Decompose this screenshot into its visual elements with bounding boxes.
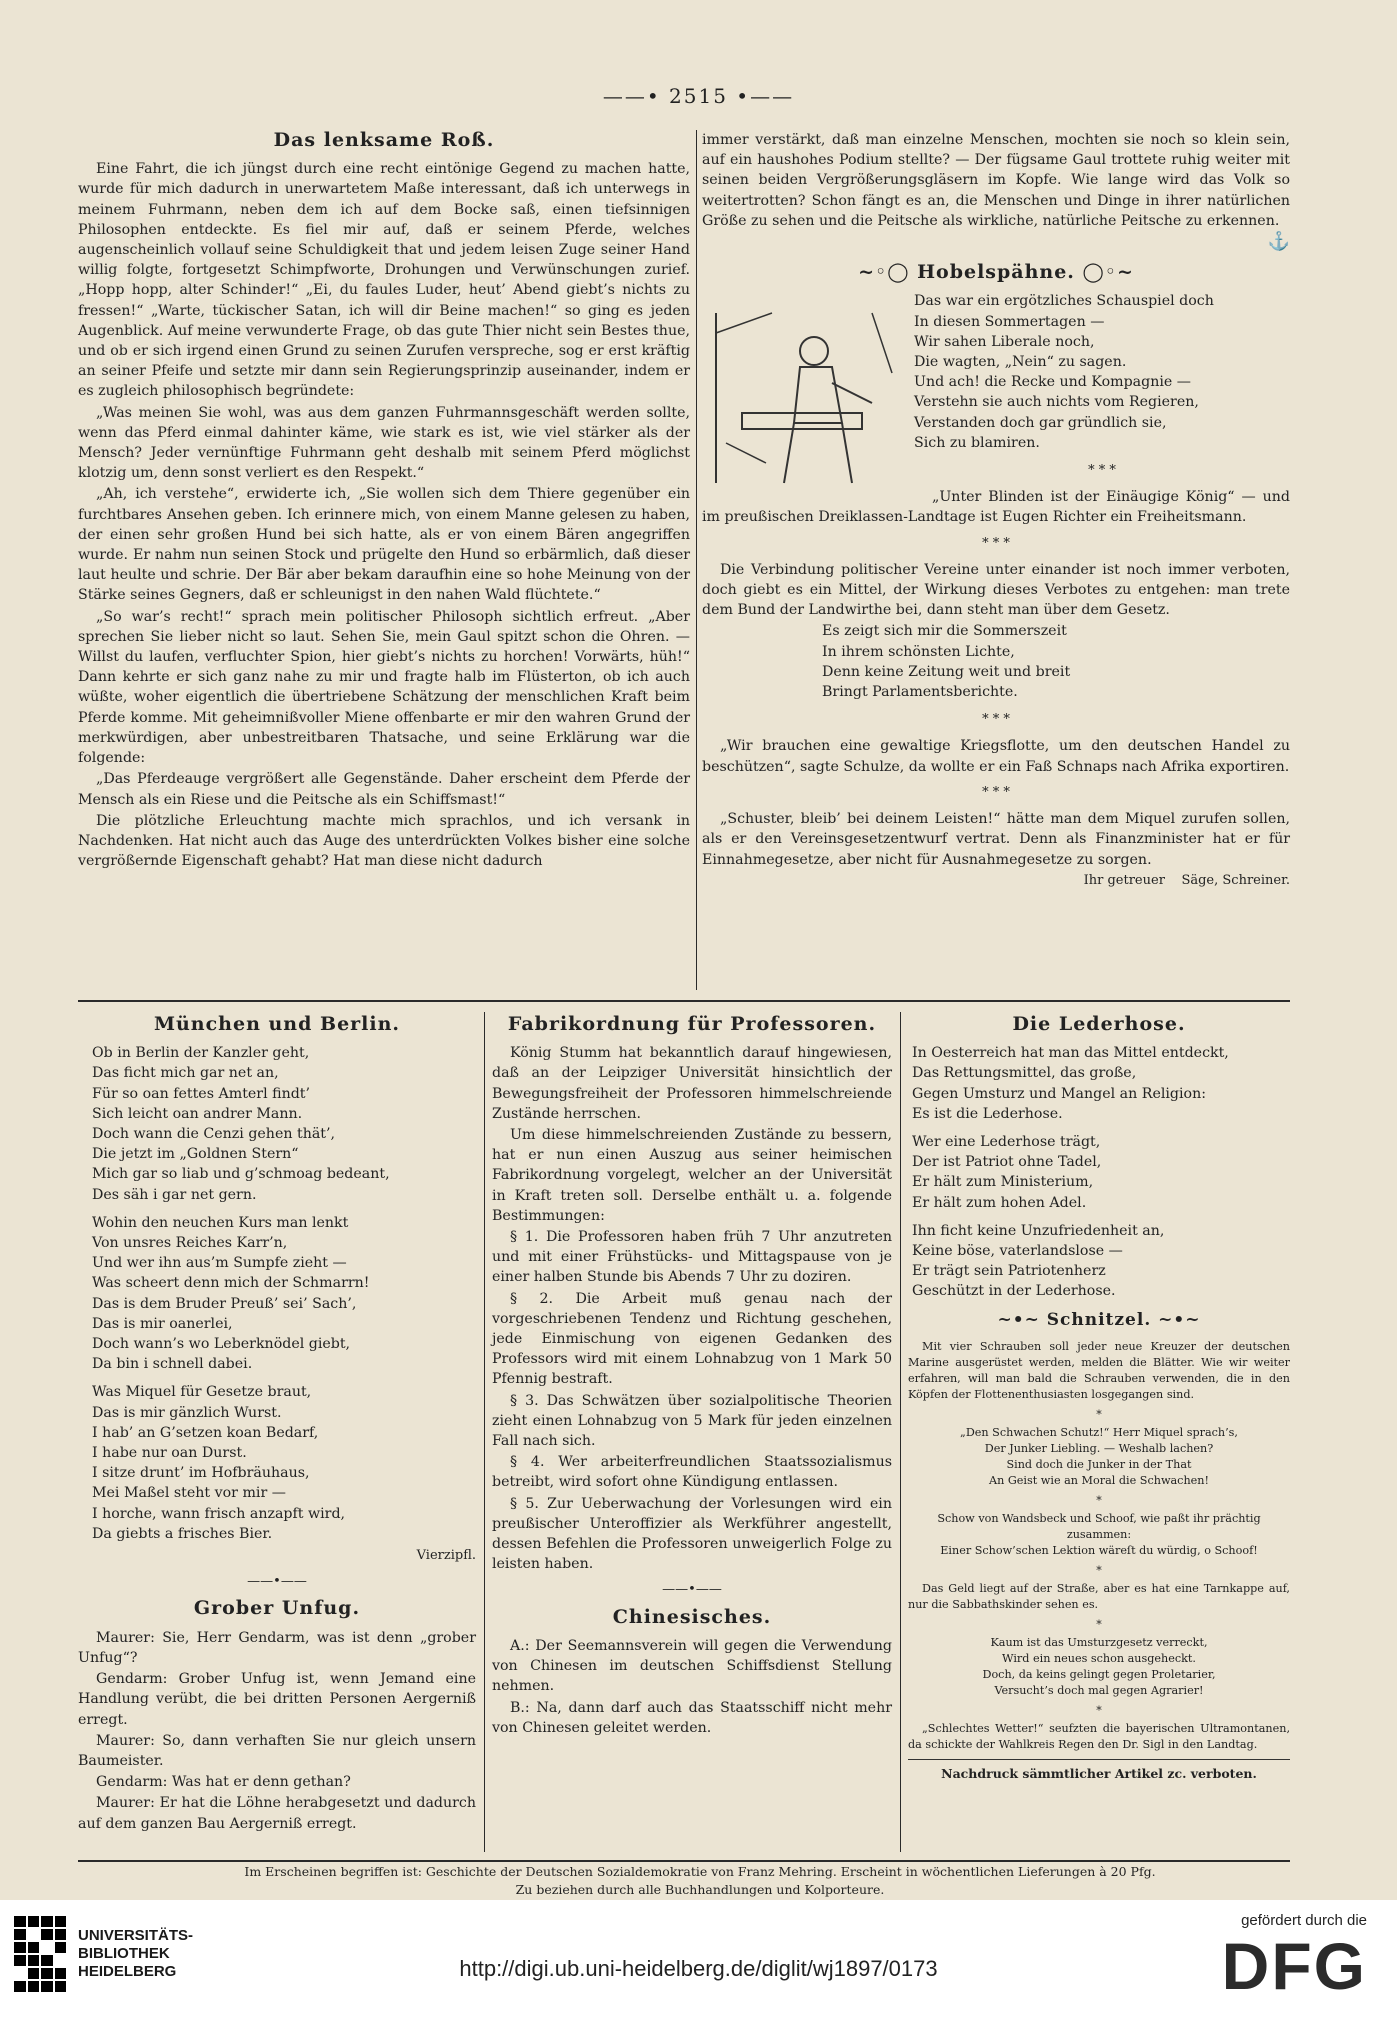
paragraph: „Schuster, bleib’ bei deinem Leisten!“ hätte man dem Miquel zurufen sollen, als er den Vereinsgesetzentwurf vertrat. Denn als Finanzminister hat er für Einnahmegesetze, aber nicht für Ausnahmegesetze zu sorgen. <box>702 811 1290 868</box>
page-number: ——• 2515 •—— <box>602 84 795 108</box>
poem-stanza: Wohin den neuchen Kurs man lenkt Von unsres Reiches Karr’n, Und wer ihn aus’m Sumpfe zieht — Was scheert denn mich der Schmarrn! Das is dem Bruder Preuß’ sei’ Sach’, Das is mir oanerlei, Doch wann’s wo Leberknödel giebt, Da bin i schnell dabei. <box>92 1214 370 1373</box>
signature: Vierzipfl. <box>416 1548 476 1564</box>
column-divider <box>484 1012 485 1852</box>
paragraph: „So war’s recht!“ sprach mein politischer Philosoph sichtlich erfreut. „Aber sprechen Sie lieber nicht so laut. Sehen Sie, mein Gaul spitzt schon die Ohren. — Willst du laufen, verfluchter Spion, hier giebt’s nichts zu horchen! Vorwärts, hüh!“ Dann kehrte er sich ganz nahe zu mir und fragte halb im Flüsterton, ob ich auch wüßte, woher eigentlich die übertriebene Schätzung der menschlichen Kraft beim Pferde komme. Mit geheimnißvoller Miene offenbarte er mir den wahren Grund der merkwürdigen, aber unbestreitbaren Thatsache, und seine Erklärung war die folgende: <box>78 608 690 767</box>
article-title: Fabrikordnung für Professoren. <box>507 1013 877 1035</box>
dialog-line: A.: Der Seemannsverein will gegen die Verwendung von Chinesen im deutschen Schiffsdienst Stellung nehmen. <box>492 1637 892 1695</box>
article-title: Das lenksame Roß. <box>273 129 495 151</box>
article-title: Die Lederhose. <box>1012 1013 1186 1035</box>
poem-stanza: Was Miquel für Gesetze braut, Das is mir gänzlich Wurst. I hab’ an G’setzen koan Bedarf, I habe nur oan Durst. I sitze drunt’ im Hofbräuhaus, Mei Maßel steht vor mir — I horche, wann frisch anzapft wird, Da giebts a frisches Bier. <box>92 1384 346 1542</box>
paragraph: Eine Fahrt, die ich jüngst durch eine recht eintönige Gegend zu machen hatte, wurde für mich dadurch in unerwartetem Maße interessant, daß ich unterwegs in meinem Fuhrmann, neben dem ich auf dem Bocke saß, einen tiefsinnigen Philosophen entdeckte. Es fiel mir auf, daß er seinem Pferde, welches augenscheinlich vollauf seine Schuldigkeit that und jedem leisen Zuge seiner Hand willig folgte, fortgesetzt Schimpfworte, Drohungen und Verwünschungen zurief. „Hopp hopp, alter Schinder!“ „Ei, du faules Luder, heut’ Abend giebt’s nichts zu fressen!“ „Warte, tückischer Satan, ich will dir Beine machen!“ so ging es jeden Augenblick. Auf meine verwunderte Frage, ob das gute Thier nicht sein Bestes thue, und ob er sich irgend einen Grund zu seinen Zurufen verspreche, sog er erst kräftig an seiner Pfeife und setzte mir dann sein Regierungsprinzip auseinander, indem er es zugleich philosophisch begründete: <box>78 161 690 400</box>
library-name-line: UNIVERSITÄTS- <box>78 1927 194 1944</box>
paragraph: „Unter Blinden ist der Einäugige König“ — und im preußischen Dreiklassen-Landtage ist Eugen Richter ein Freiheitsmann. <box>702 489 1290 526</box>
paragraph: Um diese himmelschreienden Zustände zu bessern, hat er nun einen Auszug aus seiner heimischen Fabrikordnung vorgelegt, welcher an der Universität in Kraft treten soll. Derselbe enthält u. a. folgende Bestimmungen: <box>492 1127 892 1224</box>
publisher-notice-line: Zu beziehen durch alle Buchhandlungen und Kolporteure. <box>515 1882 885 1897</box>
poem: Das war ein ergötzliches Schauspiel doch In diesen Sommertagen — Wir sahen Liberale noch, Die wagten, „Nein“ zu sagen. Und ach! die Recke und Kompagnie — Verstehn sie auch nichts vom Regieren, Verstanden doch gar gründlich sie, Sich zu blamiren. <box>914 293 1214 451</box>
separator-stars: * * * <box>982 784 1010 800</box>
paragraph: § 2. Die Arbeit muß genau nach der vorgeschriebenen Tendenz und Richtung geschehen, jede Einmischung von eigenen Gedanken des Professors wird mit einem Lohnabzug von 1 Mark 50 Pfennig bestraft. <box>492 1290 892 1388</box>
poem-stanza: In Oesterreich hat man das Mittel entdeckt, Das Rettungsmittel, das große, Gegen Umsturz und Mangel an Religion: Es ist die Lederhose. <box>912 1045 1229 1122</box>
paragraph: König Stumm hat bekanntlich darauf hingewiesen, daß an der Leipziger Universität hinsichtlich der Bewegungsfreiheit der Professoren himmelschreiende Zustände herrschen. <box>492 1045 892 1122</box>
schnitzel-verse: „Den Schwachen Schutz!“ Herr Miquel sprach’s, Der Junker Liebling. — Weshalb lachen? Sind doch die Junker in der That An Geist wie an Moral die Schwachen! <box>960 1425 1238 1487</box>
permalink-url[interactable]: http://digi.ub.uni-heidelberg.de/diglit/wj1897/0173 <box>459 1956 938 1981</box>
dfg-logo[interactable] <box>1222 1912 1367 2003</box>
column-divider <box>696 130 697 990</box>
schnitzel-verse: Kaum ist das Umsturzgesetz verreckt, Wird ein neues schon ausgeheckt. Doch, da keins gelingt gegen Proletarier, Versucht’s doch mal gegen Agrarier! <box>982 1635 1216 1697</box>
schnitzel-item: Mit vier Schrauben soll jeder neue Kreuzer der deutschen Marine ausgerüstet werden, melden die Blätter. Wie wir weiter erfahren, will man bald die Schrauben verwenden, die in den Köpfen der Flottenenthusiasten losgegangen sind. <box>908 1339 1290 1401</box>
publisher-notice <box>80 1862 1320 1881</box>
funding-label: gefördert durch die <box>1241 1912 1367 1929</box>
dialog-line: Maurer: Sie, Herr Gendarm, was ist denn „grober Unfug“? <box>78 1629 476 1666</box>
poem: Es zeigt sich mir die Sommerszeit In ihrem schönsten Lichte, Denn keine Zeitung weit und breit Bringt Parlamentsberichte. <box>822 623 1071 701</box>
schnitzel-item: Das Geld liegt auf der Straße, aber es hat eine Tarnkappe auf, nur die Sabbathskinder sehen es. <box>908 1581 1290 1611</box>
dialog-line: Gendarm: Was hat er denn gethan? <box>96 1774 351 1791</box>
anchor-icon: ⚓ <box>1267 231 1290 253</box>
separator-star: * <box>1096 1617 1102 1631</box>
article-title: Grober Unfug. <box>193 1597 361 1620</box>
column-divider <box>900 1012 901 1852</box>
separator-star: * <box>1096 1703 1102 1717</box>
schnitzel-verse: Schow von Wandsbeck und Schoof, wie paßt ihr prächtig zusammen: Einer Schow’schen Lektion wäreſt du würdig, o Schoof! <box>937 1511 1261 1557</box>
paragraph: Die plötzliche Erleuchtung machte mich sprachlos, und ich versank in Nachdenken. Hat nicht auch das Auge des unterdrückten Volkes bisher eine solche vergrößernde Eigenschaft gehabt? Hat man diese nicht dadurch <box>78 812 690 870</box>
horizontal-rule <box>78 1000 1290 1002</box>
signature: Ihr getreuer Säge, Schreiner. <box>1083 872 1290 888</box>
article-title: Chinesisches. <box>612 1605 772 1628</box>
paragraph: § 1. Die Professoren haben früh 7 Uhr anzutreten und mit einer Frühstücks- und Mittagspause von je einer halben Stunde bis Abends 7 Uhr zu doziren. <box>492 1229 892 1286</box>
separator-stars: * * * <box>982 535 1010 551</box>
dialog-line: Maurer: Er hat die Löhne herabgesetzt und dadurch auf dem ganzen Bau Aergerniß erregt. <box>78 1795 476 1832</box>
paragraph: Die Verbindung politischer Vereine unter einander ist noch immer verboten, doch giebt es ein Mittel, der Wirkung dieses Verbotes zu entgehen: man trete dem Bund der Landwirthe bei, dann steht man über dem Gesetz. <box>702 561 1290 619</box>
dfg-wordmark: DFG <box>1221 1929 1367 2003</box>
article-lederhose <box>908 1014 1290 1784</box>
article-title: ~◦◯ Hobelspähne. ◯◦~ <box>858 261 1134 284</box>
separator-stars: * * * <box>1088 463 1116 479</box>
article-muenchen-berlin <box>78 1014 476 1835</box>
reprint-notice: Nachdruck sämmtlicher Artikel zc. verboten. <box>908 1759 1290 1784</box>
dialog-line: Gendarm: Grober Unfug ist, wenn Jemand eine Handlung verübt, die bei dritten Personen Aergerniß erregt. <box>78 1671 476 1728</box>
separator-stars: * * * <box>982 712 1010 728</box>
paragraph: „Das Pferdeauge vergrößert alle Gegenstände. Daher erscheint dem Pferde der Mensch als ein Riese und die Peitsche als ein Schiffsmast!“ <box>78 771 690 808</box>
poem-stanza: Ob in Berlin der Kanzler geht, Das ficht mich gar net an, Für so oan fettes Amterl findt’ Sich leicht oan andrer Mann. Doch wann die Cenzi gehen thät’, Die jetzt im „Goldnen Stern“ Mich gar so liab und g’schmoag bedeant, Des säh i gar net gern. <box>92 1045 390 1203</box>
poem-stanza: Ihn ficht keine Unzufriedenheit an, Keine böse, vaterlandslose — Er trägt sein Patriotenherz Geschützt in der Lederhose. <box>912 1222 1165 1300</box>
paragraph: § 3. Das Schwätzen über sozialpolitische Theorien zieht einen Lohnabzug von 5 Mark für jeden einzelnen Fall nach sich. <box>492 1392 892 1450</box>
paragraph: § 4. Wer arbeiterfreundlichen Staatssozialismus betreibt, wird sofort ohne Kündigung entlassen. <box>492 1454 892 1491</box>
paragraph: § 5. Zur Ueberwachung der Vorlesungen wird ein preußischer Unteroffizier als Werkführer angestellt, dessen Befehlen die Professoren unweigerlich Folge zu leisten haben. <box>492 1495 892 1573</box>
carpenter-illustration <box>702 293 902 493</box>
separator: ——•—— <box>662 1582 722 1598</box>
paragraph: „Was meinen Sie wohl, was aus dem ganzen Fuhrmannsgeschäft werden sollte, wenn das Pferd einmal dahinter käme, wie stark es ist, wie viel stärker als der Mensch? Jeder vernünftige Fuhrmann geht deshalb mit seinem Pferd möglichst klotzig um, denn sonst verliert es den Respekt.“ <box>78 404 690 482</box>
poem-stanza: Wer eine Lederhose trägt, Der ist Patriot ohne Tadel, Er hält zum Ministerium, Er hält zum hohen Adel. <box>912 1134 1102 1211</box>
library-name-line: HEIDELBERG <box>78 1963 177 1980</box>
article-fabrikordnung <box>492 1014 892 1739</box>
article-column-2 <box>702 130 1290 891</box>
paragraph: „Ah, ich verstehe“, erwiderte ich, „Sie wollen sich dem Thiere gegenüber ein furchtbares Ansehen geben. Ich erinnere mich, von einem Manne gelesen zu haben, der einen sehr großen Hund bei sich hatte, als er von einem Bären angegriffen wurde. Er nahm nun seinen Stock und prügelte den Hund so erbärmlich, daß dieser laut heulte und schrie. Der Bär aber bekam daraufhin eine so hohe Meinung von der Stärke seines Gegners, daß er schleunigst in den nahen Wald flüchtete.“ <box>78 486 690 604</box>
publisher-notice-line: Im Erscheinen begriffen ist: Geschichte der Deutschen Sozialdemokratie von Franz Mehring. Erscheint in wöchentlichen Lieferungen à 20 Pfg. <box>244 1864 1156 1879</box>
paragraph: immer verstärkt, daß man einzelne Menschen, mochten sie noch so klein sein, auf ein haushohes Podium stellte? — Der fügsame Gaul trottete ruhig weiter mit seinen beiden Vergrößerungsgläsern im Kopfe. Wie lange wird das Volk so weitertrotten? Schon fängt es an, die Menschen und Dinge in ihrer natürlichen Größe zu sehen und die Peitsche als wirkliche, natürliche Peitsche zu erkennen. <box>702 132 1290 229</box>
article-lenksame-ross <box>78 130 690 872</box>
article-title: München und Berlin. <box>153 1013 401 1035</box>
dialog-line: Maurer: So, dann verhaften Sie nur gleich unsern Baumeister. <box>78 1732 476 1769</box>
separator-star: * <box>1096 1493 1102 1507</box>
library-name-line: BIBLIOTHEK <box>78 1945 170 1962</box>
publisher-notice-2 <box>80 1880 1320 1899</box>
separator-star: * <box>1096 1563 1102 1577</box>
article-title: ~•~ Schnitzel. ~•~ <box>997 1309 1201 1330</box>
separator: ——•—— <box>247 1574 307 1590</box>
schnitzel-item: „Schlechtes Wetter!“ seufzten die bayerischen Ultramontanen, da schickte der Wahlkreis Regen den Dr. Sigl in den Landtag. <box>908 1721 1290 1751</box>
separator-star: * <box>1096 1407 1102 1421</box>
paragraph: „Wir brauchen eine gewaltige Kriegsflotte, um den deutschen Handel zu beschützen“, sagte Schulze, da wollte er ein Faß Schnaps nach Afrika exportiren. <box>702 738 1290 775</box>
dialog-line: B.: Na, dann darf auch das Staatsschiff nicht mehr von Chinesen geleitet werden. <box>492 1699 892 1736</box>
schnitzel-items <box>908 1339 1290 1753</box>
